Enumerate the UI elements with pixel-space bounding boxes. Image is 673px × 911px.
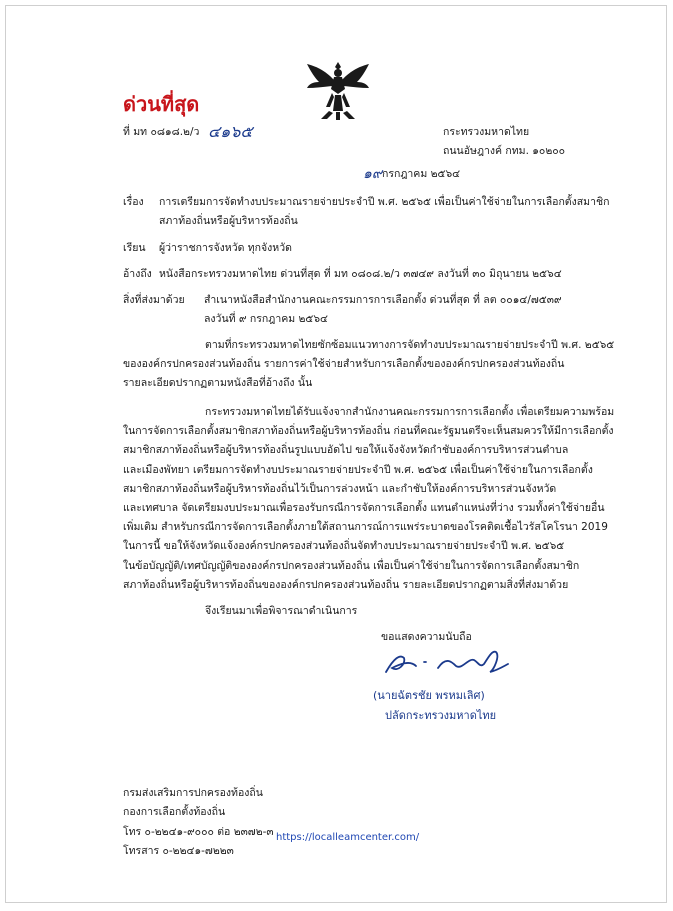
footer-department: กรมส่งเสริมการปกครองท้องถิ่น [123,787,263,799]
closing-line: จึงเรียนมาเพื่อพิจารณาดำเนินการ [205,605,358,617]
reference-value: หนังสือกระทรวงมหาดไทย ด่วนที่สุด ที่ มท ๐๘๐๘.๒/ว ๓๗๔๙ ลงวันที่ ๓๐ มิถุนายน ๒๕๖๔ [159,268,562,280]
org-address-line2: ถนนอัษฎางค์ กทม. ๑๐๒๐๐ [443,145,566,157]
urgent-stamp: ด่วนที่สุด [123,92,200,116]
paragraph-2-line: สมาชิกสภาท้องถิ่นหรือผู้บริหารท้องถิ่นรูปแบบอัดไป ขอให้แจ้งจังหวัดกำชับองค์การบริหารส่วนตำบล [123,444,569,457]
subject-label: เรื่อง [123,196,144,208]
subject-line2: สภาท้องถิ่นหรือผู้บริหารท้องถิ่น [159,215,298,227]
enclosure-label: สิ่งที่ส่งมาด้วย [123,294,185,306]
paragraph-1 [123,336,614,394]
paragraph-2 [123,403,614,595]
reference-number-label: ที่ มท ๐๘๑๘.๒/ว [123,126,200,138]
org-address-line1: กระทรวงมหาดไทย [443,126,530,138]
reference-label: อ้างถึง [123,268,152,280]
paragraph-2-line: และเมืองพัทยา เตรียมการจัดทำงบประมาณรายจ่ายประจำปี พ.ศ. ๒๕๖๕ เพื่อเป็นค่าใช้จ่ายในการเลือกตั้ง [123,463,593,476]
paragraph-1-line: รายละเอียดปรากฏตามหนังสือที่อ้างถึง นั้น [123,377,313,390]
garuda-emblem-icon [305,60,371,122]
signer-title: ปลัดกระทรวงมหาดไทย [385,709,497,722]
paragraph-2-line: สมาชิกสภาท้องถิ่นหรือผู้บริหารท้องถิ่นไว้เป็นการล่วงหน้า และกำชับให้องค์การบริหารส่วนจังหวัด [123,482,557,495]
paragraph-2-line: ในข้อบัญญัติ/เทศบัญญัติขององค์กรปกครองส่วนท้องถิ่น เพื่อเป็นค่าใช้จ่ายในการจัดการเลือกตั้งสมาชิก [123,559,580,572]
sign-off: ขอแสดงความนับถือ [381,631,472,643]
signature-mark [380,646,512,680]
paragraph-2-line: สภาท้องถิ่นหรือผู้บริหารท้องถิ่นขององค์กรปกครองส่วนท้องถิ่น รายละเอียดปรากฏตามสิ่งที่ส่งมาด้วย [123,578,569,591]
paragraph-2-line: และเทศบาล จัดเตรียมงบประมาณเพื่อรองรับกรณีการจัดการเลือกตั้ง แทนตำแหน่งที่ว่าง รวมทั้งค่าใช้จ่ายอื่น [123,502,605,515]
footer-division: กองการเลือกตั้งท้องถิ่น [123,806,226,818]
paragraph-2-line: ในการจัดการเลือกตั้งสมาชิกสภาท้องถิ่นหรือผู้บริหารท้องถิ่น ก่อนที่คณะรัฐมนตรีจะเห็นสมควรให้มีการเลือกตั้ง [123,425,614,438]
subject-line1: การเตรียมการจัดทำงบประมาณรายจ่ายประจำปี พ.ศ. ๒๕๖๕ เพื่อเป็นค่าใช้จ่ายในการเลือกตั้งสมาชิก [159,196,610,208]
footer-phone: โทร ๐-๒๒๔๑-๙๐๐๐ ต่อ ๒๓๗๒-๓ [123,826,274,838]
watermark-url-link[interactable]: https://localleamcenter.com/ [276,832,420,843]
handwritten-date-day: ๑๙ [363,166,383,182]
enclosure-line2: ลงวันที่ ๙ กรกฎาคม ๒๕๖๔ [204,313,328,325]
paragraph-2-line: ในการนี้ ขอให้จังหวัดแจ้งองค์กรปกครองส่วนท้องถิ่นจัดทำงบประมาณรายจ่ายประจำปี พ.ศ. ๒๕๖๕ [123,540,565,553]
date-month-year: กรกฎาคม ๒๕๖๔ [382,168,461,180]
paragraph-1-line: ตามที่กระทรวงมหาดไทยซักซ้อมแนวทางการจัดทำงบประมาณรายจ่ายประจำปี พ.ศ. ๒๕๖๕ [205,339,615,351]
to-value: ผู้ว่าราชการจังหวัด ทุกจังหวัด [159,242,292,254]
paragraph-2-line: กระทรวงมหาดไทยได้รับแจ้งจากสำนักงานคณะกรรมการการเลือกตั้ง เพื่อเตรียมความพร้อม [205,406,615,418]
signer-name: (นายฉัตรชัย พรหมเลิศ) [373,689,485,702]
footer-fax: โทรสาร ๐-๒๒๔๑-๗๒๒๓ [123,845,234,857]
to-label: เรียน [123,242,146,254]
paragraph-1-line: ขององค์กรปกครองส่วนท้องถิ่น รายการค่าใช้จ่ายสำหรับการเลือกตั้งขององค์กรปกครองส่วนท้องถิ่น [123,358,565,371]
paragraph-2-line: เพิ่มเติม สำหรับกรณีการจัดการเลือกตั้งภายใต้สถานการณ์การแพร่ระบาดของโรคติดเชื้อไวรัสโคโรนา 2019 [123,521,608,534]
handwritten-reference-number: ๔๑๖๕ [208,122,253,141]
enclosure-line1: สำเนาหนังสือสำนักงานคณะกรรมการการเลือกตั้ง ด่วนที่สุด ที่ ลต ๐๐๑๔/๗๕๓๙ [204,294,562,306]
